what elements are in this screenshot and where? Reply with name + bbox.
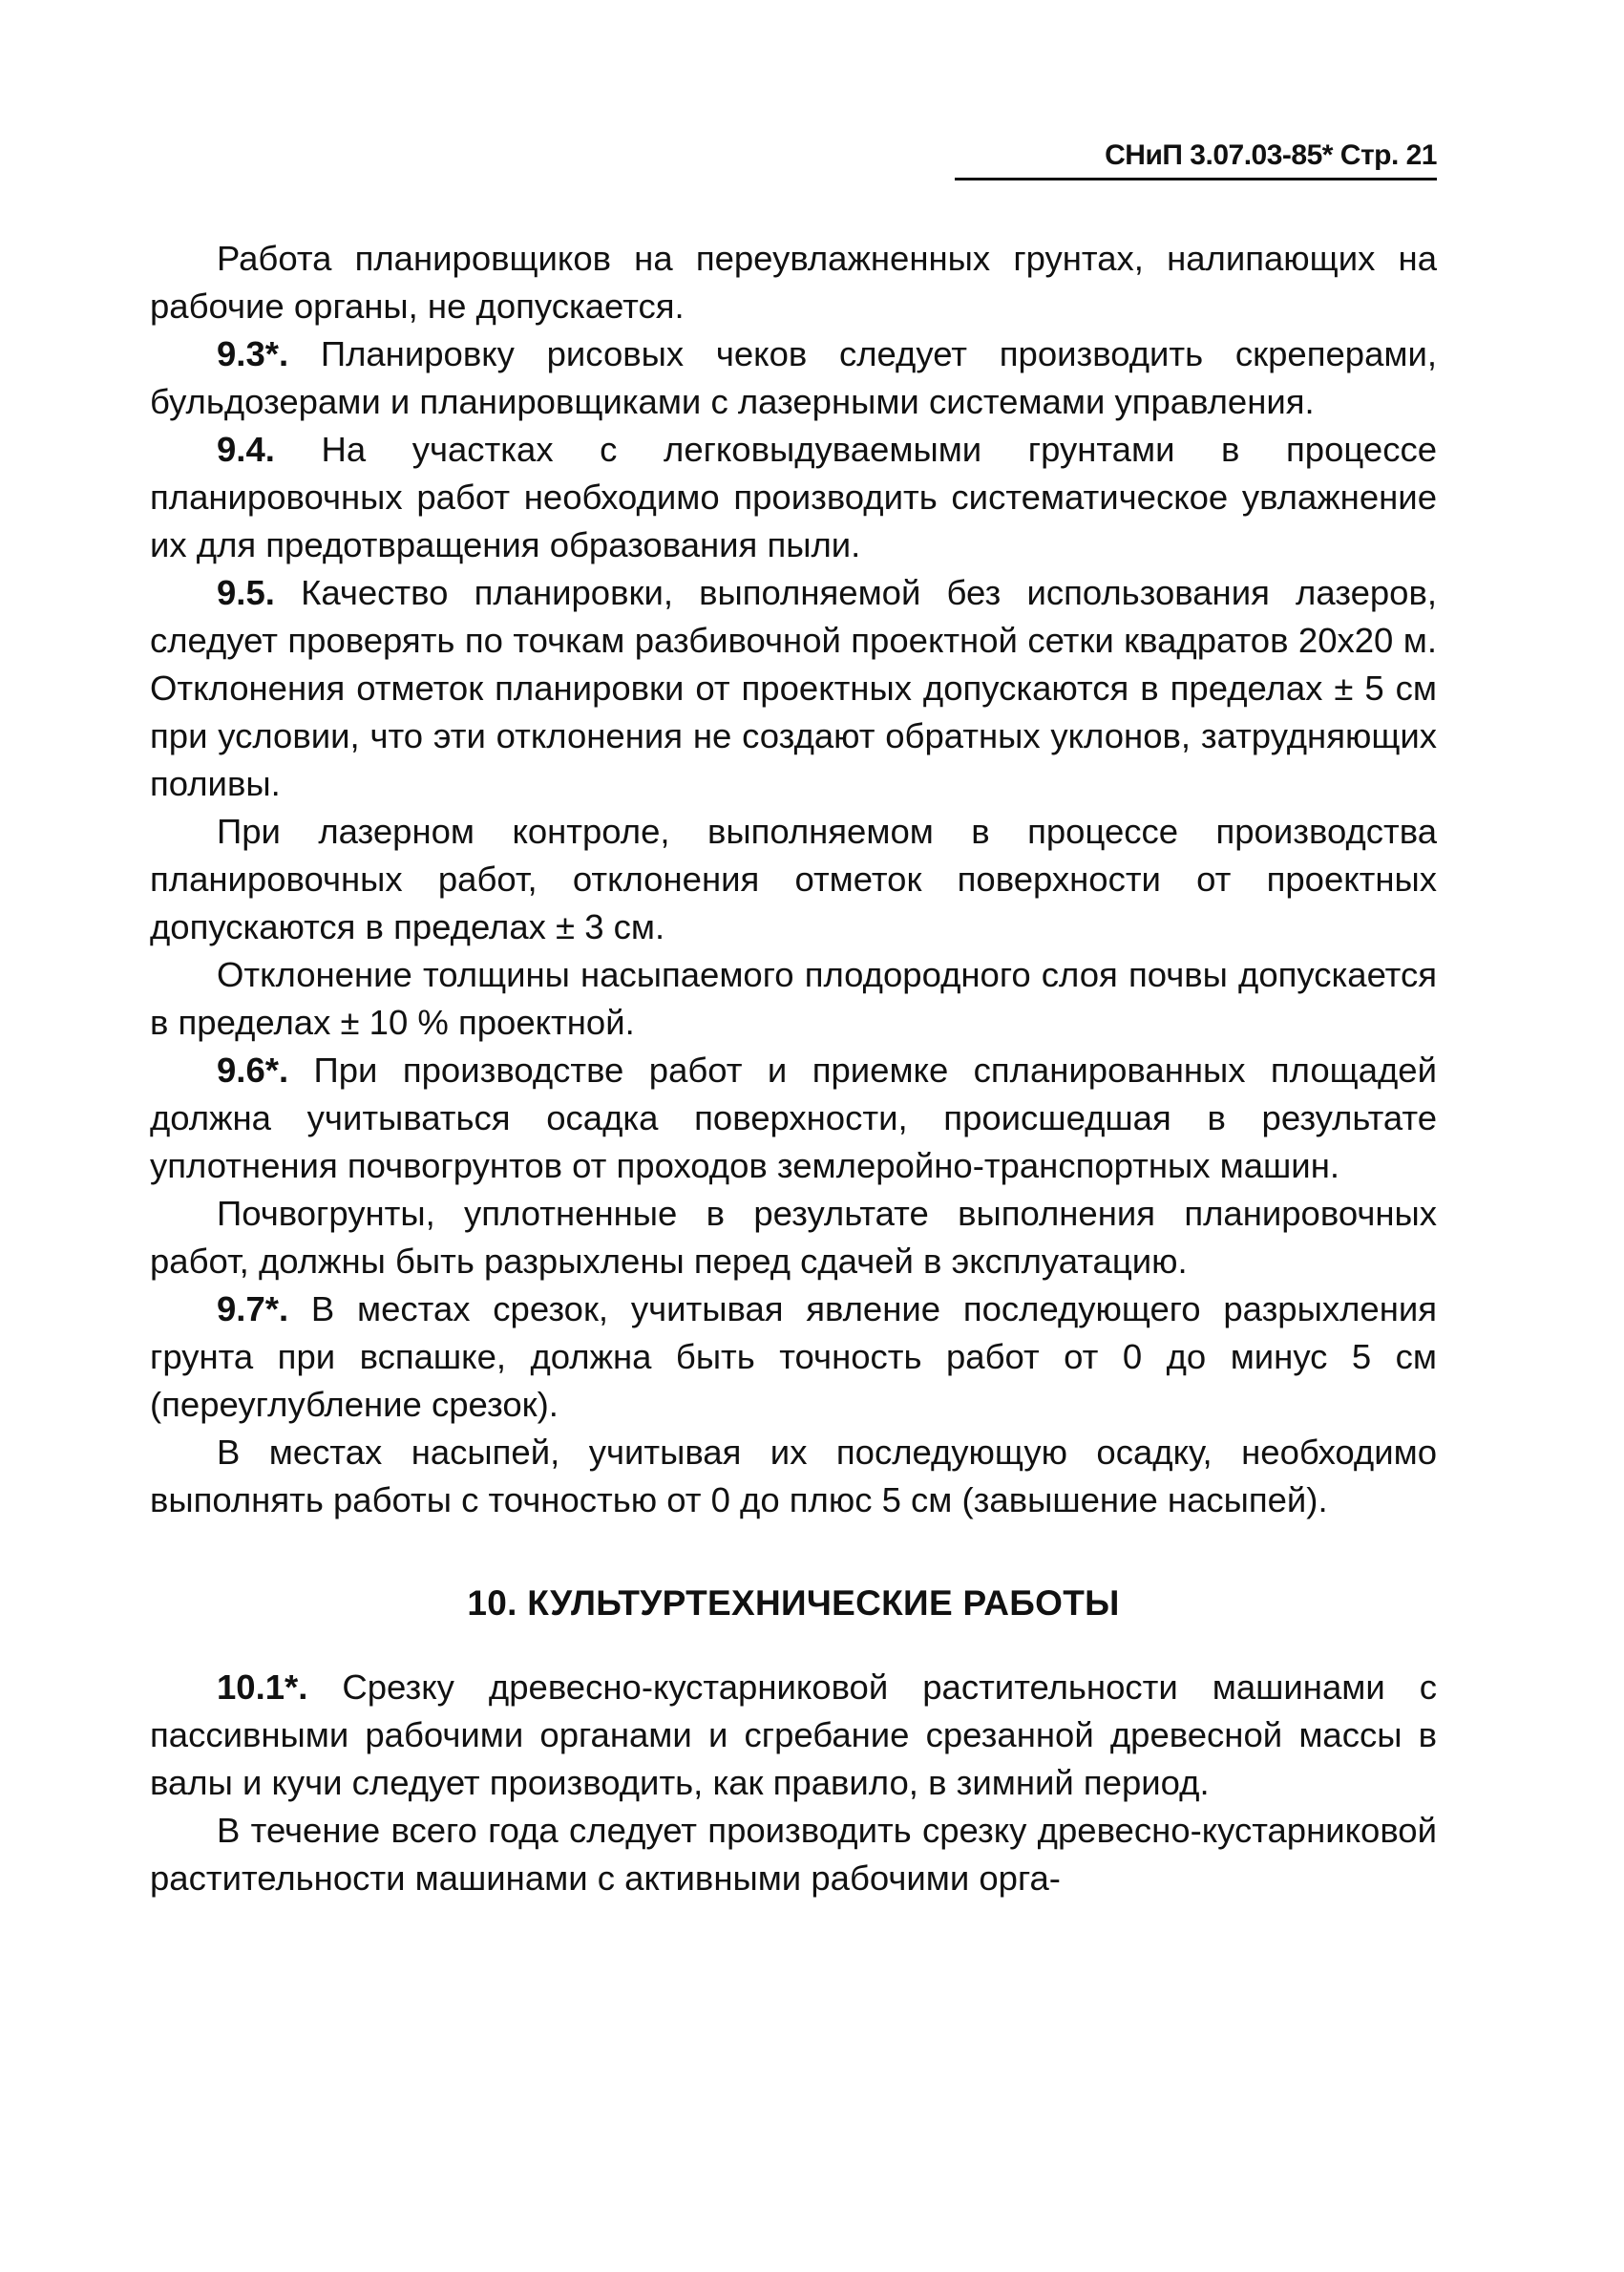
clause-text: Качество планировки, выполняемой без использования лазеров, следует проверять по точкам разбивочной проектной сетки квадратов 20х20 м. Отклонения отметок планировки от проектных допускаются в пределах ± 5 см при условии, что эти отклонения не создают обратных уклонов, затрудняющих поливы. (150, 573, 1437, 803)
clause-text: Срезку древесно-кустарниковой растительности машинами с пассивными рабочими органами и сгребание срезанной древесной массы в валы и кучи следует производить, как правило, в зимний период. (150, 1667, 1437, 1802)
paragraph (150, 1429, 1437, 1524)
paragraph (150, 235, 1437, 330)
clause-text: Работа планировщиков на переувлажненных грунтах, налипающих на рабочие органы, не допускается. (150, 239, 1437, 326)
clause-text: При производстве работ и приемке спланированных площадей должна учитываться осадка поверхности, происшедшая в результате уплотнения почвогрунтов от проходов землеройно-транспортных машин. (150, 1051, 1437, 1185)
section-heading: 10. КУЛЬТУРТЕХНИЧЕСКИЕ РАБОТЫ (467, 1583, 1120, 1623)
clause-text: В течение всего года следует производить срезку древесно-кустарниковой растительности машинами с активными рабочими орга- (150, 1811, 1437, 1898)
paragraph (150, 1190, 1437, 1285)
paragraph (150, 951, 1437, 1047)
clause-number: 9.7*. (217, 1289, 289, 1328)
clause-text: На участках с легковыдуваемыми грунтами в процессе планировочных работ необходимо производить систематическое увлажнение их для предотвращения образования пыли. (150, 430, 1437, 564)
clause-9-4 (150, 426, 1437, 569)
clause-text: Почвогрунты, уплотненные в результате выполнения планировочных работ, должны быть разрыхлены перед сдачей в эксплуатацию. (150, 1194, 1437, 1281)
running-head: СНиП 3.07.03-85* Стр. 21 (955, 139, 1437, 180)
clause-9-6 (150, 1047, 1437, 1190)
clause-text: При лазерном контроле, выполняемом в процессе производства планировочных работ, отклонения отметок поверхности от проектных допускаются в пределах ± 3 см. (150, 812, 1437, 946)
clause-number: 9.3*. (217, 334, 289, 373)
clause-text: В местах насыпей, учитывая их последующую осадку, необходимо выполнять работы с точностью от 0 до плюс 5 см (завышение насыпей). (150, 1433, 1437, 1519)
clause-9-5 (150, 569, 1437, 808)
clause-number: 10.1*. (217, 1667, 308, 1707)
paragraph (150, 1807, 1437, 1902)
clause-text: Отклонение толщины насыпаемого плодородного слоя почвы допускается в пределах ± 10 % проектной. (150, 955, 1437, 1042)
clause-number: 9.4. (217, 430, 275, 469)
clause-9-7 (150, 1285, 1437, 1429)
clause-9-3 (150, 330, 1437, 426)
clause-text: Планировку рисовых чеков следует производить скреперами, бульдозерами и планировщиками с лазерными системами управления. (150, 334, 1437, 421)
clause-10-1 (150, 1664, 1437, 1807)
body-text (150, 235, 1437, 1902)
clause-text: В местах срезок, учитывая явление последующего разрыхления грунта при вспашке, должна быть точность работ от 0 до минус 5 см (переуглубление срезок). (150, 1289, 1437, 1424)
paragraph (150, 808, 1437, 951)
clause-number: 9.6*. (217, 1051, 289, 1090)
clause-number: 9.5. (217, 573, 275, 612)
